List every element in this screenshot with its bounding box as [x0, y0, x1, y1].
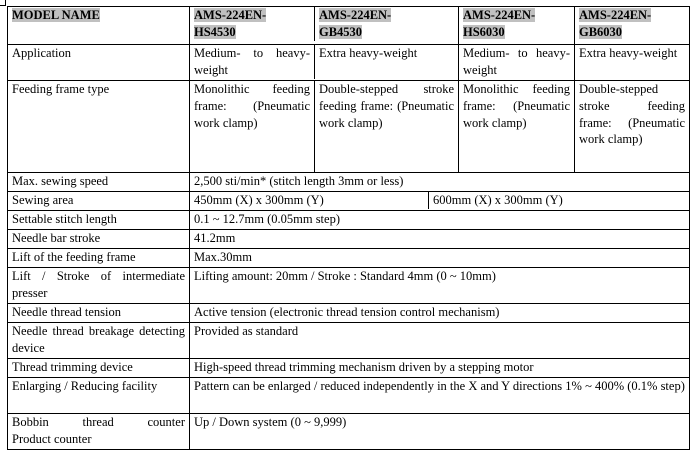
model-line1: AMS-224EN-: [579, 8, 652, 22]
application-label: Application: [8, 45, 190, 81]
thread-trimming-label: Thread trimming device: [8, 359, 190, 378]
application-4530-group: [190, 45, 459, 81]
lift-feeding-frame-value: Max.30mm: [190, 249, 690, 268]
application-gb4530: Extra heavy-weight: [319, 46, 418, 60]
feeding-frame-gb6030: Double-stepped stroke feeding frame: (Pneumatic work clamp): [575, 81, 690, 173]
model-line1: AMS-224EN-: [463, 8, 536, 22]
row-needle-bar-stroke: [8, 230, 690, 249]
sewing-area-6030: 600mm (X) x 300mm (Y): [433, 193, 563, 207]
stitch-length-value: 0.1 ~ 12.7mm (0.05mm step): [190, 211, 690, 230]
application-gb6030: Extra heavy-weight: [575, 45, 690, 81]
product-counter-label: Product counter: [12, 431, 92, 446]
lift-stroke-presser-value: Lifting amount: 20mm / Stroke : Standard 4mm (0 ~ 10mm): [190, 268, 690, 304]
model-header-gb4530: [315, 7, 458, 41]
needle-thread-tension-label: Needle thread tension: [8, 304, 190, 323]
max-speed-value: 2,500 sti/min* (stitch length 3mm or less): [190, 173, 690, 192]
breakage-detecting-label: Needle thread breakage detecting device: [8, 323, 190, 359]
row-thread-trimming: [8, 359, 690, 378]
model-line2: HS6030: [463, 24, 505, 39]
row-lift-feeding-frame: [8, 249, 690, 268]
counters-label: [8, 414, 190, 450]
row-sewing-area: [8, 192, 690, 211]
row-lift-stroke-presser: [8, 268, 690, 304]
model-header-gb6030: [575, 7, 690, 45]
lift-stroke-presser-label: Lift / Stroke of intermediate presser: [8, 268, 190, 304]
row-stitch-length: [8, 211, 690, 230]
feeding-frame-type-label: Feeding frame type: [8, 81, 190, 173]
bobbin-counter-label: Bobbin thread counter: [12, 415, 185, 429]
sewing-area-label: Sewing area: [8, 192, 190, 211]
feeding-frame-hs6030: Monolithic feeding frame: (Pneumatic work clamp): [459, 81, 575, 173]
breakage-detecting-value: Provided as standard: [190, 323, 690, 359]
model-line2: HS4530: [194, 24, 236, 39]
row-breakage-detecting: [8, 323, 690, 359]
application-hs6030: Medium- to heavy-weight: [459, 45, 575, 81]
stitch-length-label: Settable stitch length: [8, 211, 190, 230]
model-line1: AMS-224EN-: [319, 8, 392, 22]
feeding-frame-hs4530: Monolithic feeding frame: (Pneumatic work clamp): [190, 81, 315, 172]
enlarging-reducing-label: Enlarging / Reducing facility: [8, 378, 190, 414]
model-line1: AMS-224EN-: [194, 8, 267, 22]
corner-marker: [0, 0, 6, 6]
thread-trimming-value: High-speed thread trimming mechanism driven by a stepping motor: [190, 359, 690, 378]
model-header-hs6030: [459, 7, 575, 45]
needle-bar-stroke-value: 41.2mm: [190, 230, 690, 249]
model-header-hs4530: [190, 7, 315, 41]
row-max-speed: [8, 173, 690, 192]
row-feeding-frame-type: [8, 81, 690, 173]
row-enlarging-reducing: [8, 378, 690, 414]
model-line2: GB6030: [579, 24, 623, 39]
model-line2: GB4530: [319, 24, 363, 39]
needle-thread-tension-value: Active tension (electronic thread tension control mechanism): [190, 304, 690, 323]
sewing-area-4530: 450mm (X) x 300mm (Y): [190, 192, 429, 209]
sewing-area-group: [190, 192, 690, 211]
feeding-frame-gb4530: Double-stepped stroke feeding frame: (Pneumatic work clamp): [319, 82, 454, 130]
model-name-label: MODEL NAME: [12, 8, 100, 22]
header-row: [8, 7, 690, 45]
counters-value: Up / Down system (0 ~ 9,999): [190, 414, 690, 450]
needle-bar-stroke-label: Needle bar stroke: [8, 230, 190, 249]
model-name-header: [8, 7, 190, 45]
row-application: [8, 45, 690, 81]
max-speed-label: Max. sewing speed: [8, 173, 190, 192]
row-needle-thread-tension: [8, 304, 690, 323]
row-counters: [8, 414, 690, 450]
feeding-frame-4530-group: [190, 81, 459, 173]
spec-table: [7, 6, 690, 450]
model-header-4530-group: [190, 7, 459, 45]
application-hs4530: Medium- to heavy-weight: [190, 45, 315, 79]
enlarging-reducing-value: Pattern can be enlarged / reduced independently in the X and Y directions 1% ~ 400% (0.1% step): [190, 378, 690, 414]
lift-feeding-frame-label: Lift of the feeding frame: [8, 249, 190, 268]
